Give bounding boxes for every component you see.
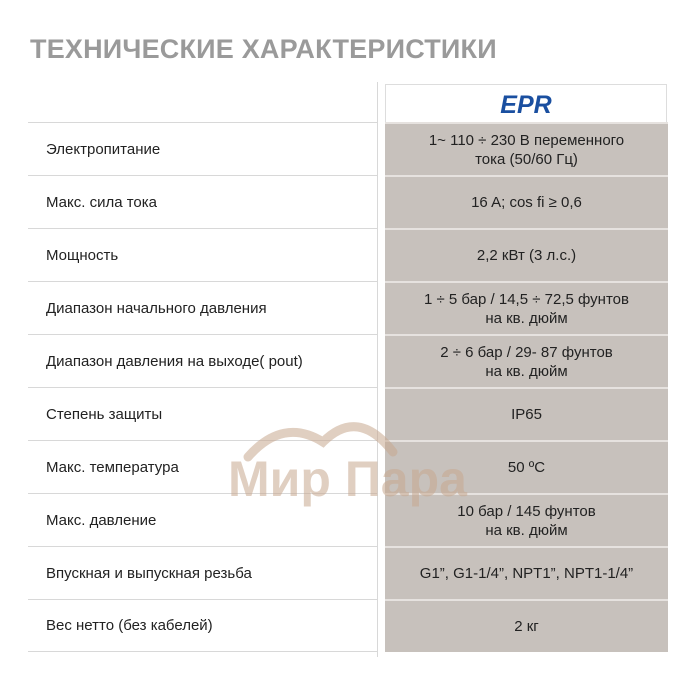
model-name: EPR <box>500 91 552 119</box>
spec-label: Мощность <box>28 228 378 281</box>
spec-label: Впускная и выпускная резьба <box>28 546 378 599</box>
spec-label: Макс. температура <box>28 440 378 493</box>
spec-value <box>385 175 668 228</box>
spec-value <box>385 599 668 652</box>
table-row <box>28 387 668 440</box>
spec-value-text: IP65 <box>511 406 542 423</box>
spec-value-text: 2,2 кВт (3 л.с.) <box>476 247 577 264</box>
spec-value <box>385 546 668 599</box>
spec-value-text: G1”, G1-1/4”, NPT1”, NPT1-1/4” <box>419 565 634 582</box>
spec-label: Степень защиты <box>28 387 378 440</box>
table-row <box>28 334 668 387</box>
table-row <box>28 122 668 175</box>
spec-value-text: 2 кг <box>514 618 539 635</box>
spec-label: Диапазон давления на выходе( pout) <box>28 334 378 387</box>
table-row <box>28 281 668 334</box>
table-row <box>28 440 668 493</box>
spec-value <box>385 440 668 493</box>
table-row <box>28 599 668 652</box>
spec-value-text: 1~ 110 ÷ 230 В переменного тока (50/60 Гц) <box>428 131 625 168</box>
spec-table <box>28 122 668 652</box>
spec-label: Диапазон начального давления <box>28 281 378 334</box>
spec-value-text: 1 ÷ 5 бар / 14,5 ÷ 72,5 фунтов на кв. дюйм <box>424 290 629 327</box>
table-row <box>28 546 668 599</box>
spec-value <box>385 334 668 387</box>
spec-value <box>385 228 668 281</box>
spec-label: Вес нетто (без кабелей) <box>28 599 378 652</box>
spec-value <box>385 281 668 334</box>
spec-label: Макс. давление <box>28 493 378 546</box>
spec-value-text: 50 ºC <box>507 459 546 476</box>
spec-value-text: 10 бар / 145 фунтов на кв. дюйм <box>457 502 596 539</box>
table-row <box>28 175 668 228</box>
table-row <box>28 493 668 546</box>
spec-label: Электропитание <box>28 122 378 175</box>
spec-value <box>385 122 668 175</box>
spec-value <box>385 493 668 546</box>
spec-value <box>385 387 668 440</box>
spec-label: Макс. сила тока <box>28 175 378 228</box>
spec-value-text: 16 A; cos fi ≥ 0,6 <box>471 194 582 211</box>
model-header <box>385 84 667 122</box>
spec-value-text: 2 ÷ 6 бар / 29- 87 фунтов на кв. дюйм <box>440 343 613 380</box>
page-title: ТЕХНИЧЕСКИЕ ХАРАКТЕРИСТИКИ <box>30 34 497 64</box>
watermark-text: Мир Пара <box>228 451 467 507</box>
table-row <box>28 228 668 281</box>
